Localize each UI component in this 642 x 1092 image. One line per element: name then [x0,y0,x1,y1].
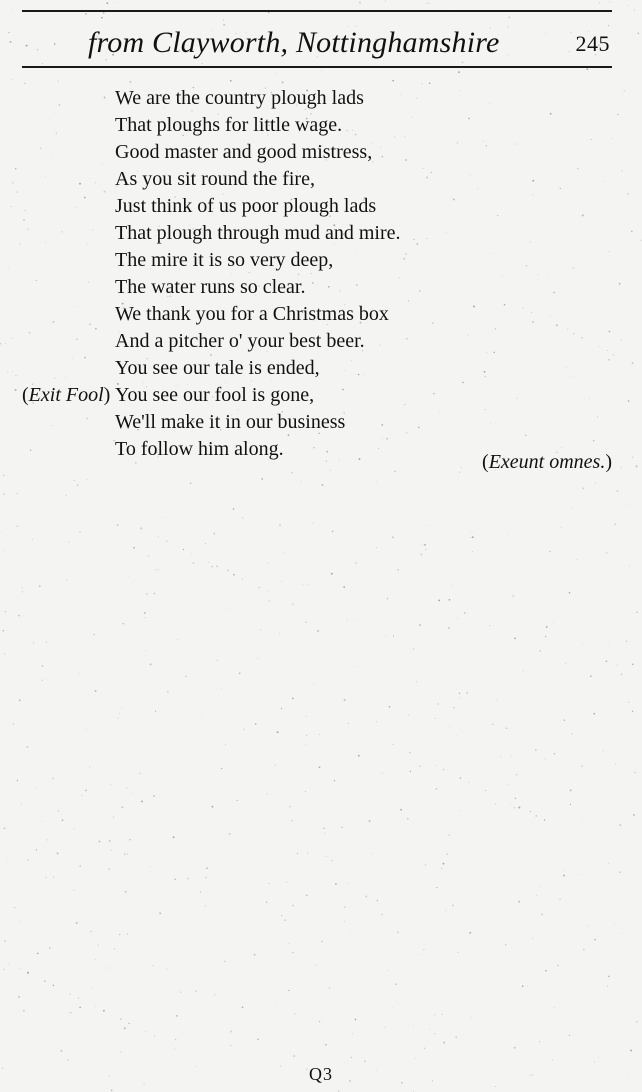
verse-line: We'll make it in our business [115,411,346,433]
verse-line: That plough through mud and mire. [115,222,401,244]
verse-line: That ploughs for little wage. [115,114,343,136]
verse-line: The mire it is so very deep, [115,249,334,271]
verse-line: And a pitcher o' your best beer. [115,330,365,352]
verse-line: We thank you for a Christmas box [115,303,389,325]
verse-line: You see our tale is ended, [115,357,320,379]
signature-mark: Q3 [309,1064,333,1084]
running-title: from Clayworth, Nottinghamshire [88,26,500,59]
running-head [22,20,612,66]
stage-direction-exit-fool: (Exit Fool) [22,384,111,406]
page-number: 245 [575,31,610,56]
verse-line: As you sit round the fire, [115,168,315,190]
verse-line-with-cue: (Exit Fool) You see our fool is gone, [0,381,642,409]
stage-direction-exeunt: (Exeunt omnes.) [482,451,612,473]
verse-line: The water runs so clear. [115,276,306,298]
verse-line: To follow him along. [115,438,284,460]
header-rule-top [22,10,612,12]
verse-line: Good master and good mistress, [115,141,373,163]
verse-line: We are the country plough lads [115,87,364,109]
verse-line: Just think of us poor plough lads [115,195,377,217]
header-rule-bottom [22,66,612,68]
